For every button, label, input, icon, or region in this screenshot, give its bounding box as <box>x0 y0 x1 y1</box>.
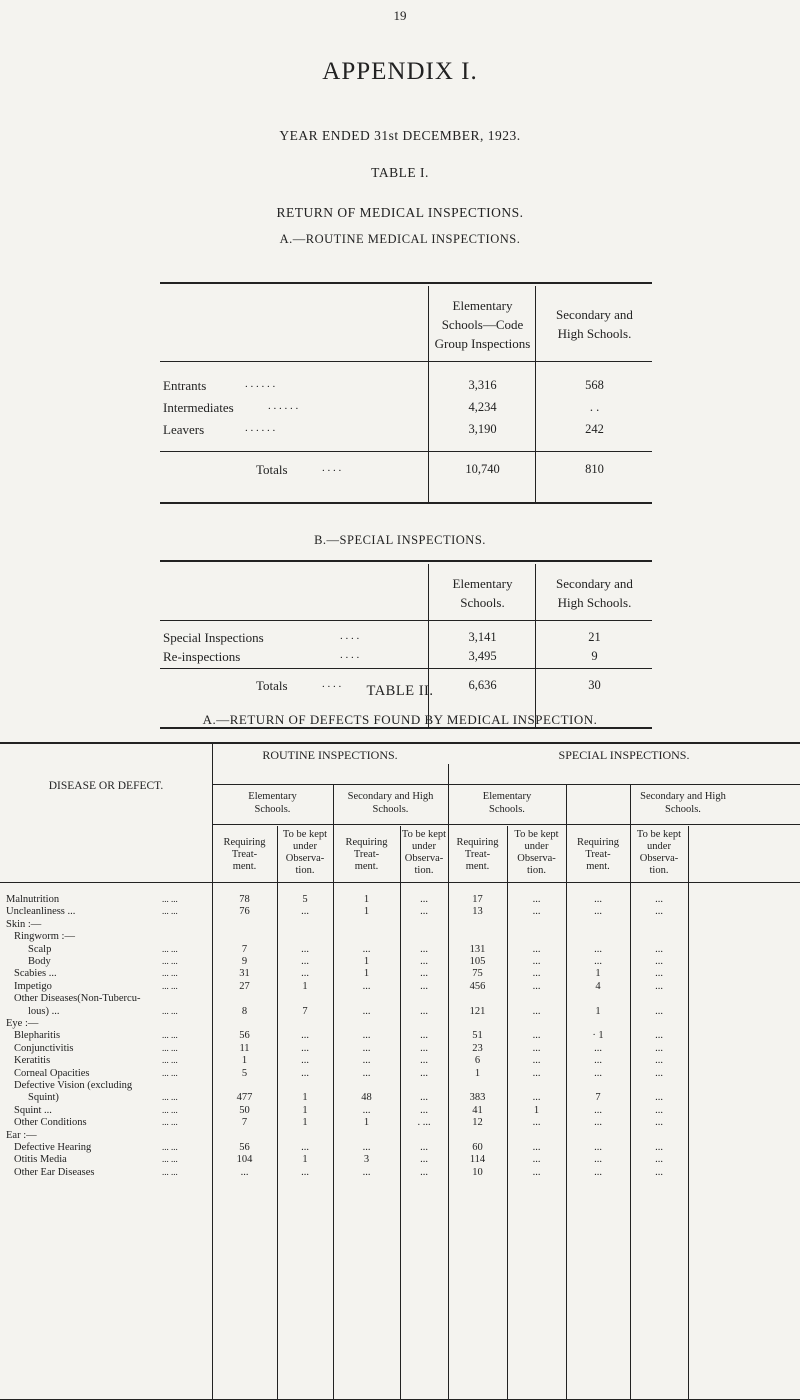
table-cell: ... <box>655 1104 663 1116</box>
table-cell: 13 <box>472 906 483 918</box>
table-cell: ... <box>420 1055 428 1067</box>
col-divider <box>688 826 689 1399</box>
table-cell: ... <box>594 1042 602 1054</box>
col-divider <box>507 826 508 1399</box>
table-cell: ... <box>362 943 371 955</box>
table-cell: 23 <box>472 1042 483 1054</box>
table-cell: 1 <box>363 894 370 905</box>
leader-dots: . . . . . . <box>245 422 276 434</box>
leader-dots: ... ... <box>162 1166 178 1177</box>
table-cell: ... <box>362 1067 371 1079</box>
table-cell: 7 <box>241 943 248 955</box>
table-cell: 9 <box>241 956 248 967</box>
col-header-disease: DISEASE OR DEFECT. <box>48 780 164 792</box>
table-cell: 1 <box>241 1055 248 1067</box>
table-cell: ... <box>420 906 428 918</box>
table-cell: ... <box>655 968 663 980</box>
table-cell: 17 <box>472 894 483 905</box>
cell-secondary: . . <box>589 400 600 414</box>
col-header-elementary: Group Inspections <box>434 336 531 351</box>
table-cell: ... <box>594 943 602 955</box>
table-cell: ... <box>362 1104 371 1116</box>
table2-title: A.—RETURN OF DEFECTS FOUND BY MEDICAL INSPECTION. <box>202 712 598 727</box>
table-cell: 121 <box>469 1005 486 1017</box>
col-divider <box>400 826 401 1399</box>
leader-dots: ... ... <box>162 1117 178 1128</box>
table-cell: 31 <box>239 968 250 980</box>
table-top-rule <box>160 282 652 284</box>
header-divider-1 <box>428 564 429 728</box>
row-label: Other Conditions <box>14 1117 87 1129</box>
totals-secondary: 810 <box>585 462 604 476</box>
table-cell: 104 <box>236 1154 253 1166</box>
leader-dots: ... ... <box>162 1092 178 1103</box>
table-cell: ... <box>420 1166 428 1178</box>
table-cell: 1 <box>595 1005 601 1017</box>
col-header-elementary: Schools. <box>460 595 505 610</box>
table-cell: 3 <box>363 1154 370 1166</box>
table-cell: ... <box>301 1030 309 1042</box>
table-cell: 6 <box>474 1055 481 1067</box>
table-cell: 51 <box>472 1030 483 1042</box>
row-label: Defective Hearing <box>14 1142 92 1153</box>
table-cell: ... <box>532 1067 541 1079</box>
table-cell: 41 <box>472 1104 483 1116</box>
table-cell: 131 <box>469 943 486 955</box>
col-header-under-observation: under <box>293 841 317 852</box>
row-label: Scabies ... <box>14 968 57 980</box>
table-cell: ... <box>301 1067 309 1079</box>
row-label: lous) ... <box>28 1005 60 1017</box>
table-cell: ... <box>655 1117 663 1129</box>
sub-divider-1 <box>333 785 334 1399</box>
table-cell: ... <box>532 1042 541 1054</box>
table-cell: ... <box>362 1005 371 1017</box>
sub-header: Secondary and High <box>640 791 726 802</box>
appendix-title: APPENDIX I. <box>322 58 478 85</box>
table-cell: 7 <box>241 1117 248 1129</box>
table-cell: 1 <box>302 1117 308 1129</box>
table-cell: 1 <box>533 1104 540 1116</box>
table-cell: ... <box>362 1166 371 1178</box>
totals-elementary: 6,636 <box>468 678 497 692</box>
header-divider-1 <box>428 286 429 502</box>
table-cell: 75 <box>472 968 483 980</box>
sub-header: Secondary and High <box>347 791 434 802</box>
col-header-requiring-treatment: ment. <box>586 861 610 872</box>
table-cell: ... <box>420 968 428 980</box>
cell-elementary: 3,141 <box>468 630 497 644</box>
col-divider <box>277 826 278 1399</box>
table-cell: ... <box>532 968 541 980</box>
sub-header: Schools. <box>372 804 409 815</box>
col-header-requiring-treatment: Treat- <box>464 849 491 860</box>
row-label: Squint) <box>28 1092 59 1104</box>
totals-label: Totals <box>256 678 288 693</box>
table-cell: ... <box>532 1030 541 1042</box>
table-cell: ... <box>301 1042 309 1054</box>
table-cell: ... <box>420 1154 428 1166</box>
table-cell: ... <box>301 968 309 980</box>
col-header-under-observation: under <box>524 841 549 852</box>
row-label: Ringworm :— <box>14 931 75 943</box>
row-label: Body <box>28 956 51 967</box>
page-number: 19 <box>393 8 407 23</box>
table-cell: 1 <box>363 956 370 967</box>
table-cell: ... <box>655 1030 663 1042</box>
header-bottom-rule <box>160 620 652 621</box>
col-header-requiring-treatment: Treat- <box>231 849 258 860</box>
col-header-requiring-treatment: Requiring <box>345 837 388 848</box>
row-label: Other Ear Diseases <box>14 1166 95 1178</box>
leader-dots: ... ... <box>162 980 178 991</box>
row-label: Eye :— <box>6 1018 39 1029</box>
header-bottom-rule <box>160 361 652 362</box>
table-cell: ... <box>532 980 541 992</box>
totals-secondary: 30 <box>588 678 601 692</box>
col-header-requiring-treatment: ment. <box>465 861 490 872</box>
leader-dots: ... ... <box>162 1042 178 1053</box>
leader-dots: ... ... <box>162 1030 178 1041</box>
totals-rule <box>160 668 652 669</box>
totals-label: Totals <box>256 462 288 477</box>
table-cell: 477 <box>236 1092 253 1104</box>
table-cell: . ... <box>417 1117 431 1129</box>
table-cell: ... <box>362 1030 371 1042</box>
leader-dots: ... ... <box>162 943 178 954</box>
table-top-rule <box>0 742 800 744</box>
table-cell: ... <box>655 1055 663 1067</box>
table-cell: ... <box>362 980 371 992</box>
col-header-requiring-treatment: Requiring <box>456 837 499 848</box>
table-cell: 456 <box>469 980 486 992</box>
cell-secondary: 568 <box>585 378 604 392</box>
table-cell: ... <box>301 1055 309 1067</box>
section-b-title: B.—SPECIAL INSPECTIONS. <box>314 533 486 547</box>
leader-dots: . . . . <box>322 678 342 690</box>
table-cell: ... <box>594 956 602 967</box>
table-cell: ... <box>362 1142 371 1153</box>
row-label: Leavers <box>163 422 205 437</box>
leader-dots: . . . . <box>322 462 342 474</box>
row-label: Impetigo <box>14 980 52 992</box>
table-cell: ... <box>655 894 663 905</box>
sub-header: Schools. <box>254 804 291 815</box>
row-label: Keratitis <box>14 1055 51 1067</box>
table-cell: 1 <box>302 1092 308 1104</box>
col-header-under-observation: Observa- <box>517 853 556 864</box>
table-cell: ... <box>594 1067 602 1079</box>
row-label: Uncleanliness ... <box>6 906 76 918</box>
col-header-secondary: High Schools. <box>557 326 632 341</box>
row-label: Malnutrition <box>6 894 60 905</box>
table-cell: ... <box>301 1142 309 1153</box>
table-cell: 105 <box>469 956 486 967</box>
col-header-requiring-treatment: ment. <box>354 861 379 872</box>
col-header-under-observation: To be kept <box>401 829 447 840</box>
row-label: Corneal Opacities <box>14 1067 90 1079</box>
table-cell: 5 <box>241 1067 248 1079</box>
table-cell: ... <box>655 1092 663 1104</box>
table-cell: ... <box>420 1142 428 1153</box>
col-header-under-observation: tion. <box>295 865 315 876</box>
cell-elementary: 3,316 <box>468 378 497 392</box>
sub-header: Schools. <box>489 804 525 815</box>
table-cell: 4 <box>595 980 601 992</box>
table-cell: ... <box>420 1030 428 1042</box>
table-cell: 1 <box>474 1067 481 1079</box>
col-header-under-observation: tion. <box>649 865 669 876</box>
cell-elementary: 4,234 <box>468 400 497 414</box>
table-cell: ... <box>301 956 309 967</box>
table-cell: ... <box>420 1005 428 1017</box>
row-label: Entrants <box>163 378 207 393</box>
year-line: YEAR ENDED 31st DECEMBER, 1923. <box>279 128 521 143</box>
table-top-rule <box>160 560 652 562</box>
col-header-under-observation: To be kept <box>282 829 328 840</box>
table-cell: 383 <box>469 1092 486 1104</box>
col-header-under-observation: tion. <box>414 865 434 876</box>
row-label: Special Inspections <box>163 630 264 645</box>
table-cell: · 1 <box>592 1030 604 1042</box>
table1-label: TABLE I. <box>371 165 429 180</box>
leader-dots: . . . . . . <box>268 400 299 412</box>
table-cell: 114 <box>469 1154 486 1166</box>
table-cell: 1 <box>302 980 308 992</box>
table-cell: ... <box>420 1104 428 1116</box>
table-cell: ... <box>420 1042 428 1054</box>
leader-dots: ... ... <box>162 956 178 966</box>
table-cell: 1 <box>302 1104 308 1116</box>
row-label: Scalp <box>28 943 52 955</box>
group-header-special: SPECIAL INSPECTIONS. <box>558 748 690 762</box>
table1-title: RETURN OF MEDICAL INSPECTIONS. <box>276 205 524 220</box>
col-header-under-observation: To be kept <box>514 829 559 840</box>
table-cell: ... <box>594 1055 602 1067</box>
table-cell: 11 <box>239 1042 250 1054</box>
table-cell: ... <box>655 1067 663 1079</box>
table-cell: ... <box>532 1142 541 1153</box>
cell-elementary: 3,495 <box>468 649 497 663</box>
row-label: Blepharitis <box>14 1030 61 1042</box>
col-header-requiring-treatment: Treat- <box>353 849 380 860</box>
sub-divider-2 <box>566 785 567 1399</box>
table-cell: 7 <box>302 1005 308 1017</box>
cell-secondary: 9 <box>591 649 598 663</box>
row-label: Intermediates <box>163 400 234 415</box>
col-header-requiring-treatment: Requiring <box>577 837 619 848</box>
sub-header: Elementary <box>482 791 532 802</box>
table-cell: ... <box>655 1042 663 1054</box>
header-bottom-rule <box>0 882 800 883</box>
row-label: Otitis Media <box>14 1154 67 1166</box>
table-cell: ... <box>594 1166 602 1178</box>
table-cell: 5 <box>302 894 308 905</box>
table-cell: 1 <box>595 968 601 980</box>
table-cell: ... <box>301 906 309 918</box>
col-header-elementary: Elementary <box>452 298 513 313</box>
col-header-secondary: High Schools. <box>557 595 632 610</box>
row-label: Ear :— <box>6 1129 37 1141</box>
table-cell: 56 <box>239 1030 250 1042</box>
leader-dots: ... ... <box>162 968 178 979</box>
cell-elementary: 3,190 <box>468 422 497 436</box>
table-cell: 48 <box>361 1092 372 1104</box>
table-cell: ... <box>420 956 428 967</box>
table-cell: ... <box>655 1142 663 1153</box>
col-header-secondary: Secondary and <box>556 307 633 322</box>
table-cell: 27 <box>239 980 250 992</box>
table-cell: ... <box>655 980 663 992</box>
col-header-under-observation: Observa- <box>639 853 679 864</box>
table-cell: ... <box>240 1166 249 1178</box>
table-cell: 78 <box>239 894 250 905</box>
table-cell: 56 <box>239 1142 250 1153</box>
leader-dots: ... ... <box>162 1005 178 1016</box>
table-cell: ... <box>532 956 541 967</box>
col-header-under-observation: To be kept <box>636 829 682 840</box>
table-cell: 7 <box>595 1092 601 1104</box>
table-cell: ... <box>532 1005 541 1017</box>
table-cell: 8 <box>241 1005 248 1017</box>
table-cell: ... <box>655 943 663 955</box>
table-cell: ... <box>655 1154 663 1166</box>
table-cell: 12 <box>472 1117 483 1129</box>
table-cell: ... <box>594 1117 602 1129</box>
leader-dots: ... ... <box>162 1142 178 1152</box>
col-header-requiring-treatment: Treat- <box>585 849 611 860</box>
totals-elementary: 10,740 <box>465 462 500 476</box>
leader-dots: . . . . <box>340 649 360 661</box>
table-cell: ... <box>532 906 541 918</box>
leader-dots: ... ... <box>162 1104 178 1115</box>
table-cell: ... <box>420 894 428 905</box>
row-label: Squint ... <box>14 1104 52 1116</box>
col-header-elementary: Schools—Code <box>441 317 524 332</box>
table-cell: 1 <box>363 906 370 918</box>
table-cell: ... <box>532 1055 541 1067</box>
sub-header: Elementary <box>248 791 297 802</box>
row-label: Skin :— <box>6 918 42 930</box>
leader-dots: ... ... <box>162 894 178 904</box>
table-cell: ... <box>655 1005 663 1017</box>
col-header-under-observation: tion. <box>527 865 546 876</box>
table-cell: ... <box>594 1104 602 1116</box>
table-cell: 60 <box>472 1142 483 1153</box>
cell-secondary: 242 <box>585 422 604 436</box>
table-cell: ... <box>420 980 428 992</box>
table-cell: 1 <box>302 1154 308 1166</box>
table-cell: ... <box>594 894 602 905</box>
table-cell: 50 <box>239 1104 250 1116</box>
table-cell: ... <box>420 1092 428 1104</box>
table-cell: ... <box>532 1117 541 1129</box>
table-cell: ... <box>362 1042 371 1054</box>
table-cell: ... <box>532 943 541 955</box>
col-header-under-observation: Observa- <box>285 853 325 864</box>
col-header-requiring-treatment: ment. <box>232 861 257 872</box>
leader-dots: . . . . <box>340 630 360 642</box>
table-cell: ... <box>655 956 663 967</box>
sub-divider-3 <box>630 785 631 1399</box>
header-divider-2 <box>535 286 536 502</box>
table2-label: TABLE II. <box>366 683 434 699</box>
table-cell: ... <box>301 943 309 955</box>
leader-dots: ... ... <box>162 906 178 917</box>
col-header-secondary: Secondary and <box>556 576 633 591</box>
table-cell: ... <box>655 906 663 918</box>
group-rule <box>212 784 800 785</box>
cell-secondary: 21 <box>588 630 601 644</box>
table-cell: 1 <box>363 1117 370 1129</box>
leader-dots: ... ... <box>162 1154 178 1165</box>
col-header-under-observation: Observa- <box>404 853 444 864</box>
table-cell: ... <box>594 1142 602 1153</box>
table-cell: ... <box>301 1166 309 1178</box>
row-label: Conjunctivitis <box>14 1042 74 1054</box>
table-cell: ... <box>420 943 428 955</box>
table-bottom-rule <box>160 502 652 504</box>
col-header-under-observation: under <box>412 841 436 852</box>
row-label: Other Diseases(Non-Tubercu- <box>14 993 141 1005</box>
col-header-under-observation: under <box>647 841 671 852</box>
table-cell: ... <box>532 1166 541 1178</box>
table-cell: ... <box>655 1166 663 1178</box>
totals-rule <box>160 451 652 452</box>
sub-rule <box>212 824 800 825</box>
table-cell: 76 <box>239 906 250 918</box>
table-cell: ... <box>594 906 602 918</box>
table-cell: ... <box>420 1067 428 1079</box>
table-cell: 1 <box>363 968 370 980</box>
leader-dots: ... ... <box>162 1055 178 1066</box>
sub-header: Schools. <box>665 804 701 815</box>
leader-dots: . . . . . . <box>245 378 276 390</box>
col-header-requiring-treatment: Requiring <box>223 837 266 848</box>
leader-dots: ... ... <box>162 1067 178 1078</box>
row-label: Defective Vision (excluding <box>14 1080 133 1091</box>
table-cell: ... <box>532 1092 541 1104</box>
table-cell: 10 <box>472 1166 483 1178</box>
section-a-title: A.—ROUTINE MEDICAL INSPECTIONS. <box>279 232 521 246</box>
group-header-routine: ROUTINE INSPECTIONS. <box>262 748 398 762</box>
table-cell: ... <box>532 1154 541 1166</box>
col-header-elementary: Elementary <box>452 576 513 591</box>
row-label: Re-inspections <box>163 649 241 664</box>
table-cell: ... <box>594 1154 602 1166</box>
table-cell: ... <box>362 1055 371 1067</box>
header-divider-2 <box>535 564 536 728</box>
table-cell: ... <box>532 894 541 905</box>
